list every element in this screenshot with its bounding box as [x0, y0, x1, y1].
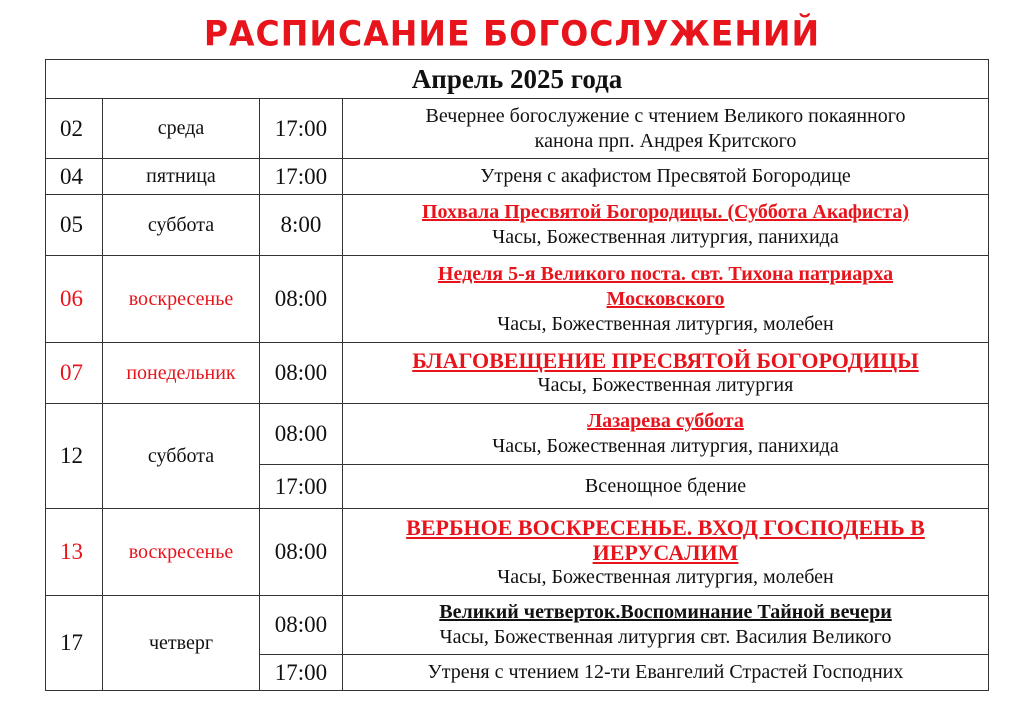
day-cell: 04: [46, 159, 103, 195]
day-cell: 13: [46, 509, 103, 596]
day-cell: 05: [46, 195, 103, 256]
event-title: Великий четверток.Воспоминание Тайной вечери: [439, 601, 892, 623]
table-row: [46, 343, 989, 404]
weekday-cell: пятница: [103, 159, 260, 195]
event-text: Часы, Божественная литургия, молебен: [497, 565, 834, 588]
table-row: [46, 509, 989, 596]
weekday-cell: суббота: [103, 195, 260, 256]
event-cell: [343, 343, 989, 404]
event-cell: [343, 596, 989, 655]
table-row: [46, 195, 989, 256]
event-title: Неделя 5-я Великого поста. свт. Тихона патриарха: [437, 262, 894, 285]
event-title: Московского: [606, 287, 725, 310]
day-cell: 02: [46, 99, 103, 159]
schedule-table: [45, 59, 989, 691]
event-title: БЛАГОВЕЩЕНИЕ ПРЕСВЯТОЙ БОГОРОДИЦЫ: [412, 348, 919, 373]
event-title: Лазарева суббота: [587, 410, 744, 432]
event-text: Часы, Божественная литургия: [537, 374, 794, 396]
event-text: Утреня с акафистом Пресвятой Богородице: [480, 165, 851, 187]
event-cell: [343, 99, 989, 159]
weekday-cell: понедельник: [103, 343, 260, 404]
table-row: [46, 256, 989, 343]
weekday-cell: воскресенье: [103, 256, 260, 343]
weekday-cell: воскресенье: [103, 509, 260, 596]
event-text: Утреня с чтением 12-ти Евангелий Страстей Господних: [427, 661, 904, 683]
table-row: [46, 159, 989, 195]
event-text: канона прп. Андрея Критского: [534, 129, 797, 152]
time-cell: 08:00: [260, 343, 343, 404]
day-cell: 17: [46, 596, 103, 691]
weekday-cell: среда: [103, 99, 260, 159]
event-cell: [343, 159, 989, 195]
event-text: Часы, Божественная литургия, панихида: [492, 435, 839, 457]
time-cell: 08:00: [260, 509, 343, 596]
event-title: Похвала Пресвятой Богородицы. (Суббота Акафиста): [421, 201, 910, 223]
table-row: [46, 404, 989, 465]
time-cell: 17:00: [260, 655, 343, 691]
event-cell: [343, 465, 989, 509]
event-title: ИЕРУСАЛИМ: [592, 539, 739, 565]
time-cell: 8:00: [260, 195, 343, 256]
day-cell: 07: [46, 343, 103, 404]
weekday-cell: суббота: [103, 404, 260, 509]
month-header: Апрель 2025 года: [46, 60, 989, 99]
time-cell: 17:00: [260, 159, 343, 195]
event-text: Часы, Божественная литургия свт. Василия Великого: [439, 626, 892, 648]
day-cell: 12: [46, 404, 103, 509]
event-cell: [343, 509, 989, 596]
event-text: Всенощное бдение: [584, 475, 747, 497]
event-text: Часы, Божественная литургия, панихида: [492, 226, 839, 248]
event-title: ВЕРБНОЕ ВОСКРЕСЕНЬЕ. ВХОД ГОСПОДЕНЬ В: [406, 514, 925, 540]
time-cell: 08:00: [260, 596, 343, 655]
event-cell: [343, 404, 989, 465]
day-cell: 06: [46, 256, 103, 343]
weekday-cell: четверг: [103, 596, 260, 691]
time-cell: 08:00: [260, 256, 343, 343]
time-cell: 17:00: [260, 465, 343, 509]
event-cell: [343, 655, 989, 691]
event-text: Часы, Божественная литургия, молебен: [497, 312, 834, 335]
event-cell: [343, 256, 989, 343]
table-row: [46, 596, 989, 655]
time-cell: 17:00: [260, 99, 343, 159]
event-text: Вечернее богослужение с чтением Великого покаянного: [425, 104, 906, 127]
page-title: РАСПИСАНИЕ БОГОСЛУЖЕНИЙ: [203, 13, 821, 54]
table-row: [46, 99, 989, 159]
time-cell: 08:00: [260, 404, 343, 465]
event-cell: [343, 195, 989, 256]
